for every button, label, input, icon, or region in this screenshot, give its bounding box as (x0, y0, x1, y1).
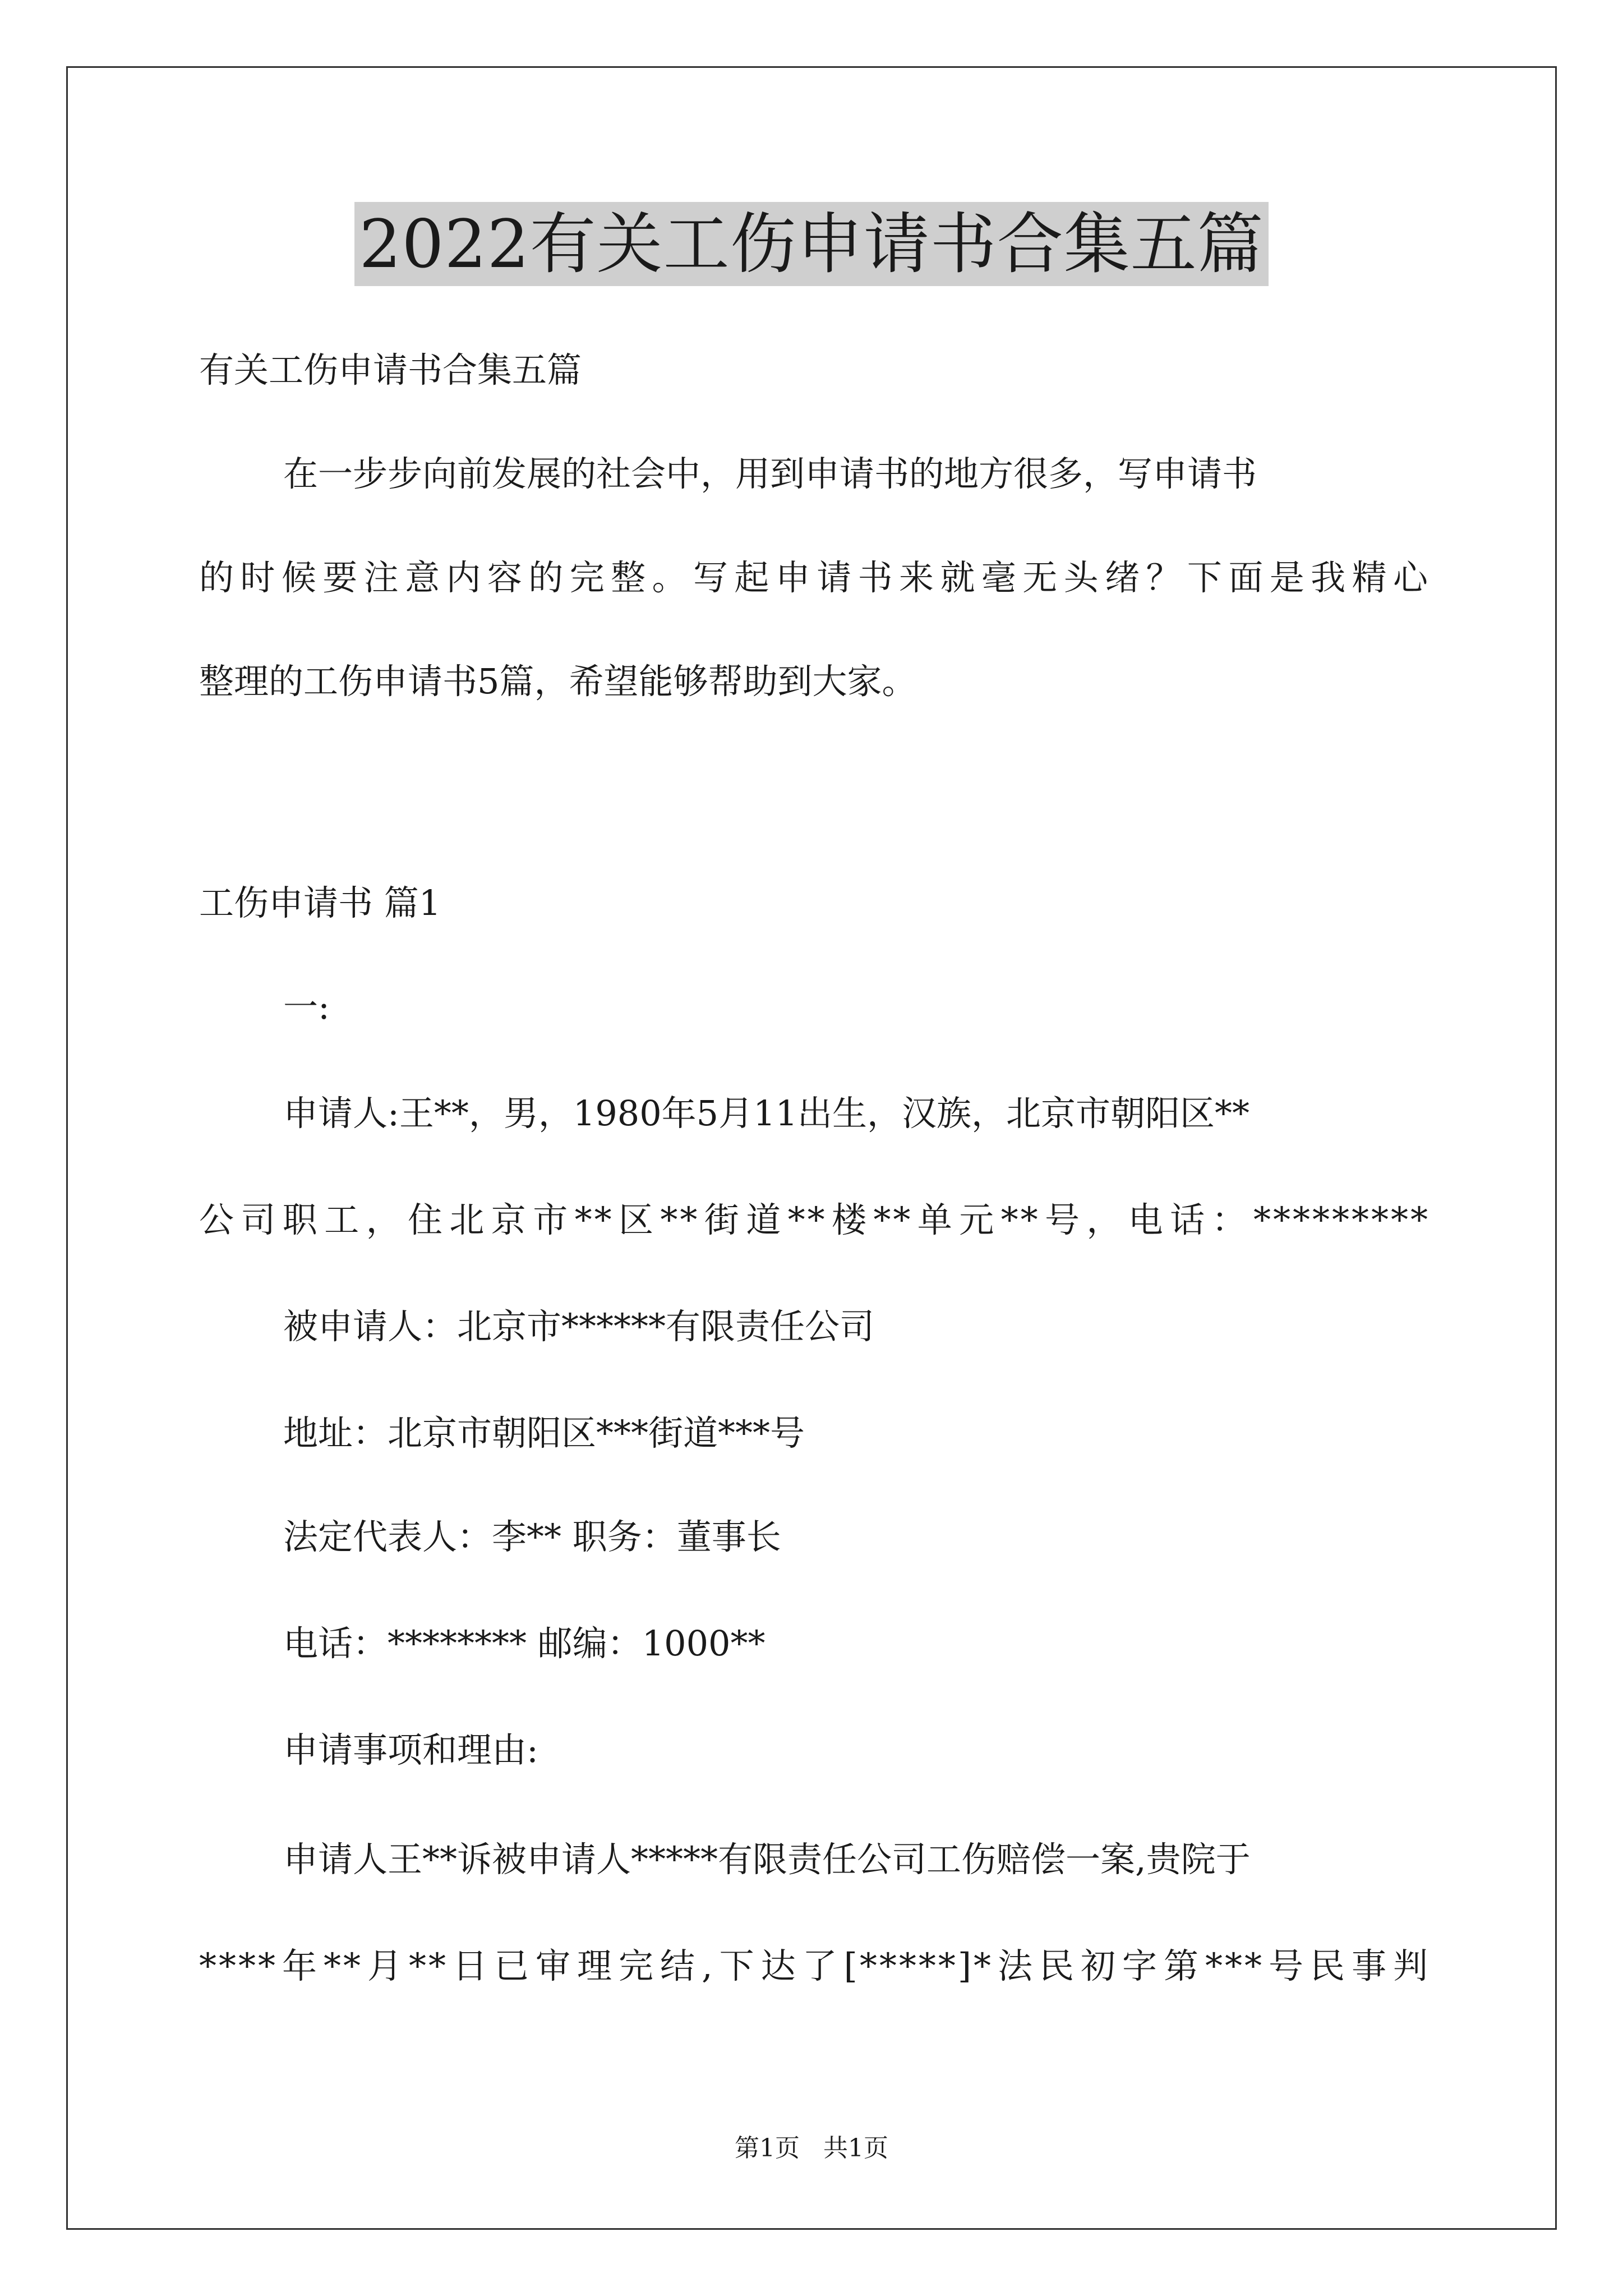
paragraph-line: ****年**月**日已审理完结,下达了[*****]*法民初字第***号民事判 (199, 1945, 1430, 1986)
paragraph-line: 法定代表人：李** 职务：董事长 (283, 1516, 781, 1557)
title-container (0, 202, 1623, 286)
document-title: 2022有关工伤申请书合集五篇 (354, 202, 1268, 286)
intro-line-1: 在一步步向前发展的社会中，用到申请书的地方很多，写申请书 (283, 453, 1257, 494)
paragraph-line: 申请人:王**，男，1980年5月11出生，汉族，北京市朝阳区** (283, 1093, 1250, 1134)
paragraph-line: 电话：******** 邮编：1000** (283, 1623, 766, 1664)
intro-line-3: 整理的工伤申请书5篇，希望能够帮助到大家。 (199, 661, 917, 702)
paragraph-line: 公司职工，住北京市**区**街道**楼**单元**号，电话：********* (199, 1199, 1430, 1240)
document-subtitle: 有关工伤申请书合集五篇 (199, 349, 582, 390)
page-footer: 第1页 共1页 (735, 2134, 888, 2162)
paragraph-line: 申请人王**诉被申请人*****有限责任公司工伤赔偿一案,贵院于 (283, 1839, 1251, 1880)
paragraph-line: 一: (283, 986, 330, 1027)
paragraph-line: 申请事项和理由: (283, 1729, 538, 1770)
intro-line-2: 的时候要注意内容的完整。写起申请书来就毫无头绪？下面是我精心 (199, 557, 1430, 598)
section-heading: 工伤申请书 篇1 (199, 882, 441, 923)
paragraph-line: 被申请人：北京市******有限责任公司 (283, 1306, 875, 1347)
paragraph-line: 地址：北京市朝阳区***街道***号 (283, 1412, 805, 1453)
